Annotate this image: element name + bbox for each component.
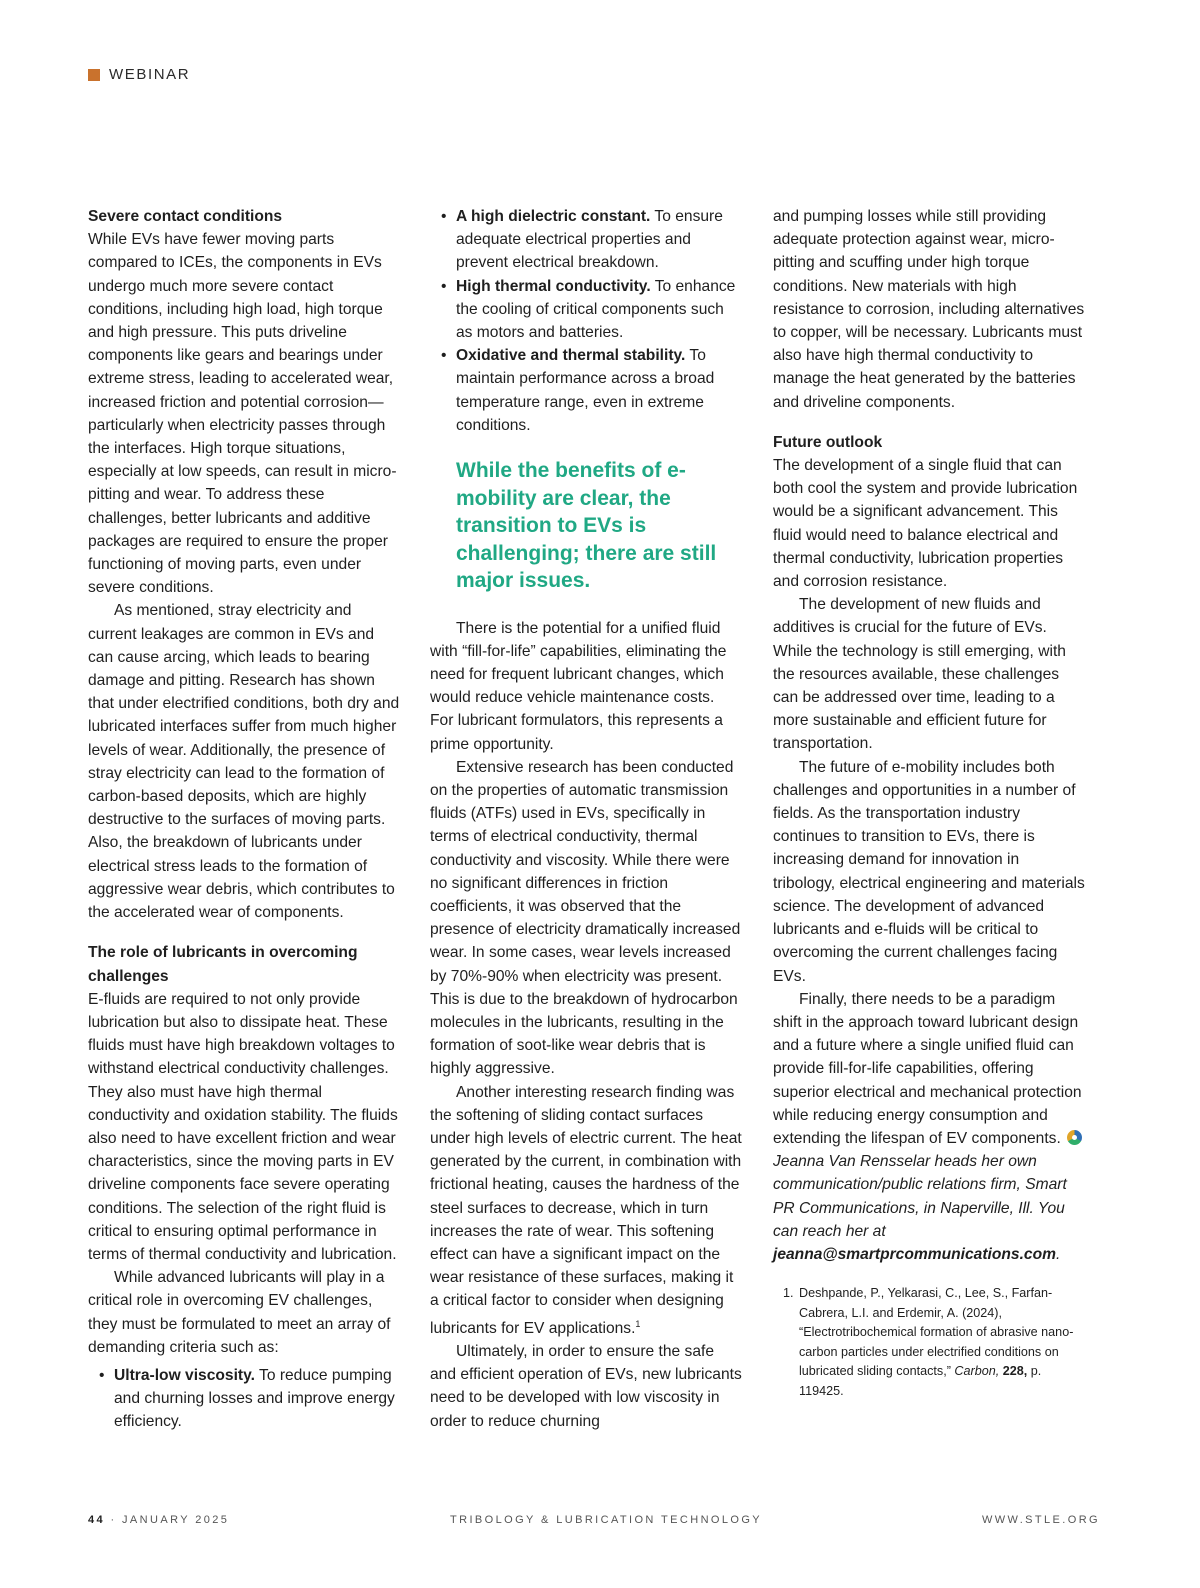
section-label: WEBINAR — [109, 66, 191, 83]
criteria-list-continued — [430, 205, 742, 437]
references-list — [773, 1284, 1085, 1401]
author-bio-end: . — [1055, 1245, 1061, 1263]
paragraph: As mentioned, stray electricity and current leakages are common in EVs and can cause arcing, which leads to bearing damage and pitting. Research has shown that under electrified conditions, both dry and lubricated interfaces suffer from much higher levels of wear. Additionally, the presence of stray electricity can lead to the formation of carbon-based deposits, which are highly destructive to the surfaces of moving parts. Also, the breakdown of lubricants under electrical stress leads to the formation of aggressive wear debris, which contributes to the accelerated wear of components. — [88, 602, 400, 922]
paragraph: Extensive research has been conducted on the properties of automatic transmission fluids (ATFs) used in EVs, specifically in terms of electrical conductivity, thermal conductivity and viscosity. While there were no significant differences in friction coefficients, it was observed that the presence of electricity dramatically increased wear. In some cases, wear levels increased by 70%-90% when electricity was present. This is due to the breakdown of hydrocarbon molecules in the lubricants, resulting in the formation of soot-like wear debris that is highly aggressive. — [430, 758, 741, 1078]
list-item — [456, 344, 742, 437]
section-header — [88, 66, 190, 83]
page-number: 44 — [88, 1514, 106, 1526]
reference-item — [783, 1284, 1085, 1401]
paragraph — [430, 1081, 742, 1340]
list-item — [456, 205, 742, 275]
heading-role-of-lubricants: The role of lubricants in overcoming challenges — [88, 944, 358, 985]
footer-page-info — [88, 1514, 229, 1526]
heading-severe-contact: Severe contact conditions — [88, 208, 283, 225]
website-link[interactable]: WWW.STLE.ORG — [981, 1514, 1100, 1526]
paragraph: E-fluids are required to not only provide lubrication but also to dissipate heat. These fluids must have high breakdown voltages to withstand electrical conductivity challenges. They also must have high thermal conductivity and oxidation stability. The fluids also need to have excellent friction and wear characteristics, since the moving parts in EV driveline components face severe operating conditions. The selection of the right fluid is critical to ensuring optimal performance in terms of thermal conductivity and lubrication. — [88, 990, 398, 1263]
reference-journal: Carbon, — [954, 1364, 1000, 1379]
paragraph: The future of e-mobility includes both challenges and opportunities in a number of fields. As the transportation industry continues to transition to EVs, there is increasing demand for innovation in tribology, electrical engineering and materials science. The development of advanced lubricants and e-fluids will be critical to overcoming the current challenges facing EVs. — [773, 758, 1085, 985]
list-item — [456, 275, 742, 345]
publication-name: TRIBOLOGY & LUBRICATION TECHNOLOGY — [450, 1514, 763, 1526]
paragraph: Ultimately, in order to ensure the safe and efficient operation of EVs, new lubricants need to be developed with low viscosity in order to reduce churning — [430, 1343, 742, 1430]
end-mark-icon — [1067, 1130, 1082, 1145]
issue-date: JANUARY 2025 — [122, 1514, 230, 1526]
list-item-term: High thermal conductivity. — [456, 277, 651, 295]
paragraph: While EVs have fewer moving parts compared to ICEs, the components in EVs undergo much more severe contact conditions, including high load, high torque and high pressure. This puts driveline components like gears and bearings under extreme stress, leading to accelerated wear, increased friction and potential corrosion—particularly when electricity passes through the interfaces. High torque situations, especially at low speeds, can result in micro-pitting and wear. To address these challenges, better lubricants and additive packages are required to ensure the proper functioning of moving parts, even under severe conditions. — [88, 231, 397, 597]
paragraph: While advanced lubricants will play in a critical role in overcoming EV challenges, they must be formulated to meet an array of demanding criteria such as: — [88, 1269, 391, 1356]
list-item-term: Oxidative and thermal stability. — [456, 347, 686, 365]
list-item-text: To maintain performance across a broad temperature range, even in extreme conditions. — [456, 347, 715, 434]
reference-text: Deshpande, P., Yelkarasi, C., Lee, S., Farfan-Cabrera, L.I. and Erdemir, A. (2024), “Electrotribochemical formation of abrasive nano-carbon particles under electrified conditions on lubricated sliding contacts,” — [799, 1286, 1074, 1379]
list-item — [114, 1364, 400, 1434]
paragraph-text: Another interesting research finding was the softening of sliding contact surfaces under high levels of electric current. The heat generated by the current, in combination with frictional heating, causes the hardness of the steel surfaces to decrease, which in turn increases the rate of wear. This softening effect can have a significant impact on the wear resistance of these surfaces, making it a critical factor to consider when designing lubricants for EV applications. — [430, 1083, 742, 1337]
paragraph: and pumping losses while still providing adequate protection against wear, micro-pitting and scuffing under high torque conditions. New materials with high resistance to corrosion, including alternatives to copper, will be necessary. Lubricants must also have high thermal conductivity to manage the heat generated by the batteries and driveline components. — [773, 208, 1085, 411]
reference-volume: 228, — [999, 1364, 1028, 1379]
paragraph: The development of a single fluid that can both cool the system and provide lubrication would be a significant advancement. This fluid would need to balance electrical and thermal conductivity, lubrication properties and corrosion resistance. — [773, 457, 1078, 591]
criteria-list — [88, 1364, 400, 1434]
heading-future-outlook: Future outlook — [773, 433, 883, 451]
pull-quote: While the benefits of e-mobility are clear, the transition to EVs is challenging; there are still major issues. — [456, 459, 717, 593]
reference-pages: p. 119425. — [799, 1364, 1042, 1398]
paragraph: There is the potential for a unified fluid with “fill-for-life” capabilities, eliminating the need for frequent lubricant changes, which would reduce vehicle maintenance costs. For lubricant formulators, this represents a prime opportunity. — [430, 619, 727, 753]
article-column-3 — [773, 205, 1085, 1401]
article-column-1 — [88, 205, 400, 1434]
list-item-text: To ensure adequate electrical properties and prevent electrical breakdown. — [456, 208, 723, 272]
reference-number: 1. — [783, 1286, 794, 1301]
paragraph: The development of new fluids and additives is crucial for the future of EVs. While the technology is still emerging, with the resources available, these challenges can be addressed over time, leading to a more sustainable and efficient future for transportation. — [773, 596, 1066, 753]
author-bio-text: Jeanna Van Rensselar heads her own communication/public relations firm, Smart PR Communications, in Naperville, Ill. You can reach her at — [773, 1153, 1067, 1240]
paragraph — [773, 988, 1085, 1150]
list-item-term: A high dielectric constant. — [456, 208, 651, 225]
paragraph-text: Finally, there needs to be a paradigm shift in the approach toward lubricant design and a future where a single unified fluid can provide fill-for-life capabilities, offering superior electrical and mechanical protection while reducing energy consumption and extending the lifespan of EV components. — [773, 990, 1082, 1147]
list-item-text: To enhance the cooling of critical components such as motors and batteries. — [456, 277, 736, 342]
author-bio — [773, 1150, 1085, 1266]
list-item-term: Ultra-low viscosity. — [114, 1366, 255, 1384]
footnote-ref: 1 — [635, 1318, 641, 1329]
list-item-text: To reduce pumping and churning losses and improve energy efficiency. — [114, 1366, 395, 1431]
article-column-2 — [430, 205, 742, 1433]
author-email-link[interactable]: jeanna@smartprcommunications.com — [773, 1245, 1056, 1263]
section-marker-icon — [88, 69, 100, 81]
footer-separator: · — [105, 1514, 123, 1526]
